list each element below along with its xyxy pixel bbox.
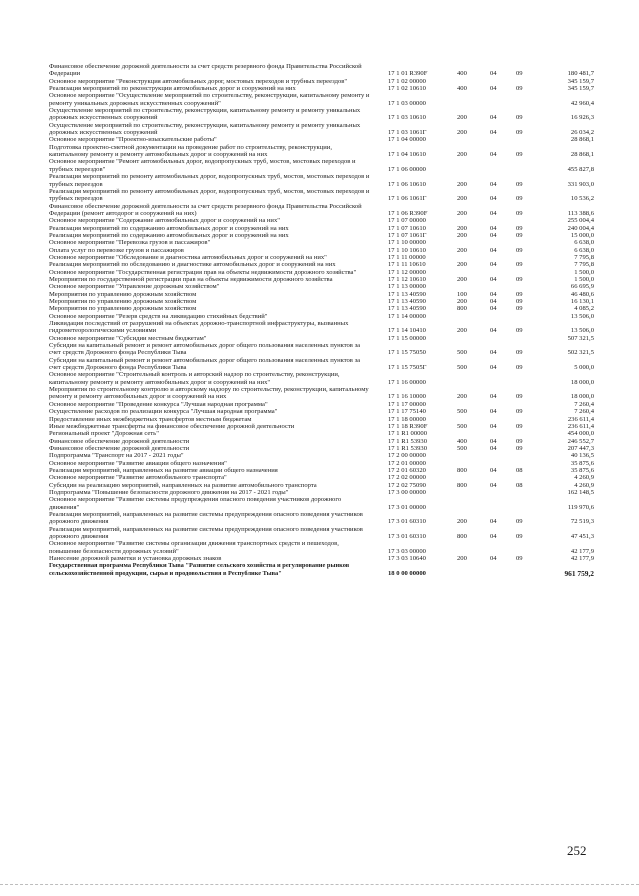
- row-name: Основное мероприятие "Содержание автомобильных дорог и сооружений на них": [49, 217, 280, 225]
- table-row: [0, 460, 639, 467]
- row-sum: 7 795,8: [574, 253, 594, 261]
- row-pr: 08: [516, 466, 523, 474]
- row-code: 17 1 12 10610: [388, 275, 426, 283]
- row-code: 17 1 07 10610: [388, 224, 426, 232]
- row-vr: 100: [457, 290, 467, 298]
- row-name: Основное мероприятие "Реконструкция автомобильных дорог, мостовых переходов и трубных переездов": [49, 77, 348, 85]
- row-sum: 345 159,7: [567, 77, 594, 85]
- row-rz: 04: [490, 180, 497, 188]
- row-name: Финансовое обеспечение дорожной деятельности: [49, 437, 190, 445]
- row-code: 17 2 02 75090: [388, 481, 426, 489]
- row-sum: 113 388,6: [567, 209, 594, 217]
- row-code: 17 1 15 7505Г: [388, 364, 427, 372]
- row-pr: 09: [516, 305, 523, 313]
- row-code: 17 1 07 00000: [388, 217, 426, 225]
- row-pr: 09: [516, 224, 523, 232]
- row-name: Реализация мероприятий, направленных на развитие системы предупреждения опасного поведения участников дорожного движения: [49, 525, 363, 540]
- row-code: 17 1 03 10610: [388, 114, 426, 122]
- row-pr: 09: [516, 444, 523, 452]
- row-rz: 04: [490, 408, 497, 416]
- row-vr: 200: [457, 555, 467, 563]
- row-code: 17 1 06 1061Г: [388, 195, 427, 203]
- row-name: Реализация мероприятий по обследованию и диагностике автомобильных дорог и сооружений на них: [49, 261, 336, 269]
- table-row: [0, 408, 639, 415]
- row-code: 17 1 17 75140: [388, 408, 426, 416]
- row-pr: 09: [516, 518, 523, 526]
- scan-edge-line: [0, 884, 639, 885]
- row-pr: 09: [516, 246, 523, 254]
- row-vr: 500: [457, 444, 467, 452]
- row-pr: 09: [516, 349, 523, 357]
- table-row: [0, 158, 639, 173]
- row-name: Реализация мероприятий, направленных на развитие системы предупреждения опасного поведения участников дорожного движения: [49, 510, 363, 526]
- row-sum: 42 177,9: [570, 555, 594, 563]
- table-row: [0, 526, 639, 541]
- row-name: Мероприятия по управлению дорожным хозяйством: [49, 290, 197, 298]
- row-name: Основное мероприятие "Государственная регистрация прав на объекты недвижимости дорожного хозяйства": [49, 268, 357, 276]
- row-code: 17 1 06 10610: [388, 180, 426, 188]
- table-row: [0, 63, 639, 78]
- table-row: [0, 423, 639, 430]
- row-code: 17 1 12 00000: [388, 268, 426, 276]
- table-row: [0, 78, 639, 85]
- row-code: 17 2 00 00000: [388, 452, 426, 460]
- row-name: Основное мероприятие "Развитие системы предупреждения опасного поведения участников дорожного движения": [49, 496, 342, 511]
- row-name: Мероприятия по управлению дорожным хозяйством: [49, 305, 197, 313]
- table-row: [0, 239, 639, 246]
- row-code: 17 1 11 10610: [388, 261, 426, 269]
- row-name: Основное мероприятие "Развитие автомобильного транспорта": [49, 474, 227, 482]
- table-row: [0, 467, 639, 474]
- row-code: 17 3 00 00000: [388, 488, 426, 496]
- row-pr: 09: [516, 327, 523, 335]
- row-pr: 09: [516, 261, 523, 269]
- row-rz: 04: [490, 195, 497, 203]
- row-vr: 400: [457, 70, 467, 78]
- row-sum: 345 159,7: [567, 85, 594, 93]
- row-name: Основное мероприятие "Проведение конкурса "Лучшая народная программа": [49, 400, 268, 408]
- row-rz: 04: [490, 422, 497, 430]
- row-code: 17 3 01 60310: [388, 533, 426, 540]
- row-pr: 09: [516, 70, 523, 78]
- table-row: [0, 445, 639, 452]
- table-row: [0, 371, 639, 386]
- row-name: Иные межбюджетные трансферты на финансовое обеспечение дорожной деятельности: [49, 422, 295, 430]
- row-code: 17 1 10 10610: [388, 246, 426, 254]
- table-row: [0, 474, 639, 481]
- row-name: Основное мероприятие "Строительный контроль и авторский надзор по строительству, реконструкции, капитальному ремонту и ремонту автомобильных дорог и сооружений на них": [49, 371, 340, 386]
- row-rz: 04: [490, 129, 497, 137]
- row-sum: 26 034,2: [570, 129, 594, 137]
- row-rz: 04: [490, 231, 497, 239]
- row-rz: 04: [490, 327, 497, 335]
- row-name: Субсидии на реализацию мероприятий, направленных на развитие автомобильного транспорта: [49, 481, 317, 489]
- row-sum: 331 903,0: [567, 180, 594, 188]
- row-code: 17 1 02 00000: [388, 77, 426, 85]
- table-row: [0, 335, 639, 342]
- table-row: [0, 247, 639, 254]
- table-row: [0, 232, 639, 239]
- table-row: [0, 276, 639, 283]
- row-vr: 200: [457, 151, 467, 159]
- row-name: Субсидии на капитальный ремонт и ремонт автомобильных дорог общего пользования населенных пунктов за счет средств Дорожного фонда Республики Тыва: [49, 356, 361, 372]
- row-name: Реализация мероприятий по ремонту автомобильных дорог, водопропускных труб, мостов, мостовых переходов и трубных переездов: [49, 187, 370, 203]
- table-row: [0, 144, 639, 159]
- row-name: Подпрограмма "Повышение безопасности дорожного движения на 2017 - 2021 годы": [49, 488, 289, 496]
- row-name: Основное мероприятие "Развитие системы организации движения транспортных средств и пешеходов, повышение безопасности дорожных условий": [49, 540, 339, 555]
- row-rz: 04: [490, 444, 497, 452]
- table-row: [0, 386, 639, 401]
- row-vr: 200: [457, 224, 467, 232]
- row-name: Основное мероприятие "Развитие авиации общего назначения": [49, 459, 227, 467]
- row-vr: 200: [457, 261, 467, 269]
- row-rz: 04: [490, 364, 497, 372]
- row-name: Осуществление мероприятий по строительству, реконструкции, капитальному ремонту и ремонту уникальных дорожных искусственных сооружений: [49, 121, 361, 137]
- row-code: 17 1 03 00000: [388, 99, 426, 107]
- row-code: 17 1 17 00000: [388, 400, 426, 408]
- row-sum: 13 506,0: [570, 327, 594, 335]
- budget-table: [0, 63, 639, 577]
- table-row: [0, 540, 639, 555]
- row-rz: 04: [490, 533, 497, 540]
- row-sum: 236 611,4: [567, 415, 594, 423]
- row-sum: 13 506,0: [570, 312, 594, 320]
- row-sum: 18 000,0: [570, 393, 594, 401]
- row-rz: 04: [490, 151, 497, 159]
- row-pr: 09: [516, 231, 523, 239]
- row-vr: 200: [457, 114, 467, 122]
- row-pr: 08: [516, 481, 523, 489]
- row-name: Основное мероприятие "Управление дорожным хозяйством": [49, 283, 220, 291]
- table-row: [0, 430, 639, 437]
- row-code: 17 1 15 00000: [388, 334, 426, 342]
- row-code: 17 1 18 R390F: [388, 422, 428, 430]
- row-sum: 4 085,2: [574, 305, 594, 313]
- row-vr: 800: [457, 305, 467, 313]
- row-code: 17 1 16 10000: [388, 393, 426, 401]
- row-sum: 502 321,5: [567, 349, 594, 357]
- row-rz: 04: [490, 114, 497, 122]
- row-vr: 200: [457, 393, 467, 401]
- table-row: [0, 305, 639, 312]
- row-pr: 09: [516, 114, 523, 122]
- row-vr: 200: [457, 129, 467, 137]
- row-pr: 09: [516, 209, 523, 217]
- table-row: [0, 511, 639, 526]
- row-pr: 09: [516, 129, 523, 137]
- row-code: 17 1 03 1061Г: [388, 129, 427, 137]
- row-code: 17 1 R1 00000: [388, 430, 428, 438]
- row-sum: 15 000,0: [570, 231, 594, 239]
- row-code: 17 1 16 00000: [388, 378, 426, 386]
- row-code: 17 1 06 R390F: [388, 209, 428, 217]
- row-code: 17 1 02 10610: [388, 85, 426, 93]
- row-code: 17 1 13 40590: [388, 298, 426, 305]
- row-sum: 246 552,7: [567, 437, 594, 445]
- row-rz: 04: [490, 85, 497, 93]
- row-rz: 04: [490, 70, 497, 78]
- row-rz: 04: [490, 261, 497, 269]
- row-sum: 42 177,9: [570, 547, 594, 555]
- table-row: [0, 203, 639, 218]
- row-rz: 04: [490, 518, 497, 526]
- row-pr: 09: [516, 408, 523, 416]
- table-row: [0, 298, 639, 305]
- row-code: 17 1 01 R390F: [388, 70, 428, 78]
- row-name: Субсидии на капитальный ремонт и ремонт автомобильных дорог общего пользования населенных пунктов за счет средств Дорожного фонда Республики Тыва: [49, 342, 361, 357]
- row-sum: 35 875,6: [570, 466, 594, 474]
- row-code: 17 1 11 00000: [388, 253, 426, 261]
- row-name: Основное мероприятие "Осуществление мероприятий по строительству, реконструкции, капитальному ремонту и ремонту уникальных дорожных искусственных сооружений": [49, 92, 370, 107]
- row-sum: 7 260,4: [574, 400, 594, 408]
- row-pr: 09: [516, 180, 523, 188]
- table-row: [0, 313, 639, 320]
- row-sum: 240 004,4: [567, 224, 594, 232]
- row-code: 17 1 13 40590: [388, 290, 426, 298]
- row-code: 17 1 10 00000: [388, 239, 426, 247]
- table-row: [0, 416, 639, 423]
- row-name: Реализация мероприятий по реконструкции автомобильных дорог и сооружений на них: [49, 85, 296, 93]
- row-sum: 255 004,4: [567, 217, 594, 225]
- row-sum: 961 759,2: [564, 568, 594, 578]
- row-code: 17 3 01 00000: [388, 503, 426, 511]
- table-row: [0, 401, 639, 408]
- row-vr: 500: [457, 422, 467, 430]
- row-name: Подготовка проектно-сметной документации на проведение работ по строительству, реконструкции, капитальному ремонту и ремонту автомобильных дорог и сооружений на них: [49, 143, 332, 159]
- row-pr: 09: [516, 290, 523, 298]
- row-sum: 119 970,6: [567, 503, 594, 511]
- row-pr: 09: [516, 364, 523, 372]
- row-rz: 04: [490, 246, 497, 254]
- row-sum: 18 000,0: [570, 378, 594, 386]
- row-name: Основное мероприятие "Проектно-изыскательские работы": [49, 136, 217, 144]
- row-name: Ликвидация последствий от разрушений на объектах дорожно-транспортной инфраструктуры, вызванных гидрометеорологическими условиями: [49, 320, 349, 335]
- row-sum: 40 136,5: [570, 452, 594, 460]
- row-pr: 09: [516, 275, 523, 283]
- row-vr: 500: [457, 408, 467, 416]
- row-name: Финансовое обеспечение дорожной деятельности за счет средств резервного фонда Правительства Российской Федерации: [49, 63, 362, 78]
- row-rz: 04: [490, 393, 497, 401]
- row-sum: 7 795,8: [574, 261, 594, 269]
- row-pr: 09: [516, 195, 523, 203]
- table-row: [0, 283, 639, 290]
- row-pr: 09: [516, 298, 523, 305]
- row-name: Реализация мероприятий, направленных на развитие авиации общего назначения: [49, 466, 278, 474]
- row-pr: 09: [516, 555, 523, 563]
- table-row: [0, 482, 639, 489]
- row-pr: 09: [516, 533, 523, 540]
- table-row: [0, 320, 639, 335]
- row-code: 17 1 04 10610: [388, 151, 426, 159]
- row-name: Мероприятия по государственной регистрации прав на объекты недвижимости дорожного хозяйства: [49, 275, 333, 283]
- row-name: Государственная программа Республики Тыва "Развитие сельского хозяйства и регулирование рынков сельскохозяйственной продукции, сырья и продовольствия в Республике Тыва": [49, 562, 350, 577]
- table-row: [0, 357, 639, 372]
- table-row: [0, 496, 639, 511]
- row-sum: 7 260,4: [574, 408, 594, 416]
- row-vr: 200: [457, 518, 467, 526]
- row-pr: 09: [516, 151, 523, 159]
- row-rz: 04: [490, 466, 497, 474]
- row-sum: 42 960,4: [570, 99, 594, 107]
- row-rz: 04: [490, 209, 497, 217]
- row-sum: 180 481,7: [567, 70, 594, 78]
- row-sum: 507 321,5: [567, 334, 594, 342]
- row-pr: 09: [516, 437, 523, 445]
- row-sum: 10 536,2: [570, 195, 594, 203]
- table-row: [0, 291, 639, 298]
- row-name: Основное мероприятие "Резерв средств на ликвидацию стихийных бедствий": [49, 312, 268, 320]
- row-code: 17 2 01 00000: [388, 459, 426, 467]
- table-row: [0, 438, 639, 445]
- row-vr: 200: [457, 180, 467, 188]
- row-name: Основное мероприятие "Субсидии местным бюджетам": [49, 334, 207, 342]
- row-code: 17 1 06 00000: [388, 165, 426, 173]
- table-row: [0, 261, 639, 268]
- row-code: 17 1 R1 53930: [388, 437, 428, 445]
- table-row: [0, 342, 639, 357]
- table-row: [0, 173, 639, 188]
- row-vr: 200: [457, 246, 467, 254]
- row-sum: 16 926,3: [570, 114, 594, 122]
- row-vr: 200: [457, 209, 467, 217]
- row-name: Мероприятия по управлению дорожным хозяйством: [49, 298, 197, 305]
- row-name: Основное мероприятие "Обследование и диагностика автомобильных дорог и сооружений на них": [49, 253, 327, 261]
- table-row: [0, 489, 639, 496]
- row-code: 17 1 13 40590: [388, 305, 426, 313]
- row-code: 17 1 18 00000: [388, 415, 426, 423]
- row-sum: 454 000,0: [567, 430, 594, 438]
- table-row: [0, 269, 639, 276]
- row-vr: 800: [457, 533, 467, 540]
- row-code: 17 2 02 00000: [388, 474, 426, 482]
- page-number: 252: [567, 843, 587, 858]
- table-row: [0, 225, 639, 232]
- table-row: [0, 217, 639, 224]
- row-vr: 400: [457, 85, 467, 93]
- table-row: [0, 85, 639, 92]
- row-sum: 1 500,0: [574, 268, 594, 276]
- row-vr: 200: [457, 195, 467, 203]
- row-name: Предоставление иных межбюджетных трансфертов местным бюджетам: [49, 415, 252, 423]
- row-code: 17 1 14 10410: [388, 327, 426, 335]
- row-sum: 28 868,1: [570, 136, 594, 144]
- row-code: 17 1 14 00000: [388, 312, 426, 320]
- row-sum: 28 868,1: [570, 151, 594, 159]
- table-row: [0, 254, 639, 261]
- table-row: [0, 107, 639, 122]
- row-code: 17 1 04 00000: [388, 136, 426, 144]
- row-sum: 455 827,8: [567, 165, 594, 173]
- row-name: Финансовое обеспечение дорожной деятельности: [49, 444, 190, 452]
- row-code: 17 1 R1 53930: [388, 444, 428, 452]
- row-rz: 04: [490, 224, 497, 232]
- row-sum: 35 875,6: [570, 459, 594, 467]
- row-rz: 04: [490, 349, 497, 357]
- row-rz: 04: [490, 437, 497, 445]
- row-rz: 04: [490, 481, 497, 489]
- row-name: Финансовое обеспечение дорожной деятельности за счет средств резервного фонда Правительства Российской Федерации (ремонт автодорог и сооружений на них): [49, 202, 362, 217]
- row-name: Реализация мероприятий по содержанию автомобильных дорог и сооружений на них: [49, 231, 289, 239]
- row-code: 17 1 15 75050: [388, 349, 426, 357]
- row-vr: 800: [457, 466, 467, 474]
- row-pr: 09: [516, 85, 523, 93]
- row-code: 17 3 01 60310: [388, 518, 426, 526]
- row-vr: 200: [457, 327, 467, 335]
- table-row: [0, 92, 639, 107]
- row-sum: 1 500,0: [574, 275, 594, 283]
- row-name: Региональный проект "Дорожная сеть": [49, 430, 159, 438]
- row-code: 17 1 07 1061Г: [388, 231, 427, 239]
- row-name: Мероприятия по строительному контролю и авторскому надзору по строительству, реконструкции, капитальному ремонту и ремонту автомобильных дорог и сооружений на них: [49, 386, 369, 401]
- table-row: [0, 188, 639, 203]
- row-name: Основное мероприятие "Перевозка грузов и пассажиров": [49, 239, 211, 247]
- row-name: Осуществление расходов по реализации конкурса "Лучшая народная программа": [49, 408, 278, 416]
- row-sum: 5 000,0: [574, 364, 594, 372]
- row-sum: 236 611,4: [567, 422, 594, 430]
- row-rz: 04: [490, 555, 497, 563]
- row-name: Нанесение дорожной разметки и установка дорожных знаков: [49, 555, 222, 563]
- row-code: 18 0 00 00000: [388, 569, 426, 577]
- row-rz: 04: [490, 305, 497, 313]
- table-row: [0, 562, 639, 577]
- row-vr: 200: [457, 298, 467, 305]
- row-pr: 09: [516, 393, 523, 401]
- row-name: Основное мероприятие "Ремонт автомобильных дорог, водопропускных труб, мостов, мостовых переходов и трубных переездов": [49, 158, 356, 173]
- row-pr: 09: [516, 422, 523, 430]
- row-vr: 500: [457, 349, 467, 357]
- table-row: [0, 452, 639, 459]
- row-sum: 47 451,3: [570, 533, 594, 540]
- row-code: 17 3 03 00000: [388, 547, 426, 555]
- table-row: [0, 555, 639, 562]
- row-sum: 46 480,6: [570, 290, 594, 298]
- row-sum: 72 519,3: [570, 518, 594, 526]
- row-code: 17 2 01 60320: [388, 466, 426, 474]
- row-code: 17 1 13 00000: [388, 283, 426, 291]
- row-name: Реализация мероприятий по содержанию автомобильных дорог и сооружений на них: [49, 224, 289, 232]
- row-sum: 6 638,0: [574, 239, 594, 247]
- row-vr: 800: [457, 481, 467, 489]
- row-code: 17 3 03 10640: [388, 555, 426, 563]
- row-name: Осуществление мероприятий по строительству, реконструкции, капитальному ремонту и ремонту уникальных дорожных искусственных сооружений: [49, 107, 361, 122]
- row-name: Реализация мероприятий по ремонту автомобильных дорог, водопропускных труб, мостов, мостовых переходов и трубных переездов: [49, 173, 370, 188]
- row-vr: 200: [457, 275, 467, 283]
- row-rz: 04: [490, 290, 497, 298]
- row-sum: 66 695,9: [570, 283, 594, 291]
- row-sum: 16 130,1: [570, 298, 594, 305]
- row-name: Подпрограмма "Транспорт на 2017 - 2021 годы": [49, 452, 184, 460]
- row-name: Оплата услуг по перевозке грузов и пассажиров: [49, 246, 184, 254]
- table-row: [0, 136, 639, 143]
- row-vr: 400: [457, 437, 467, 445]
- row-rz: 04: [490, 298, 497, 305]
- row-sum: 162 148,5: [567, 488, 594, 496]
- row-sum: 207 447,3: [567, 444, 594, 452]
- row-vr: 500: [457, 364, 467, 372]
- row-rz: 04: [490, 275, 497, 283]
- row-sum: 6 638,0: [574, 246, 594, 254]
- row-vr: 200: [457, 231, 467, 239]
- row-sum: 4 260,9: [574, 481, 594, 489]
- row-sum: 4 260,9: [574, 474, 594, 482]
- table-row: [0, 122, 639, 137]
